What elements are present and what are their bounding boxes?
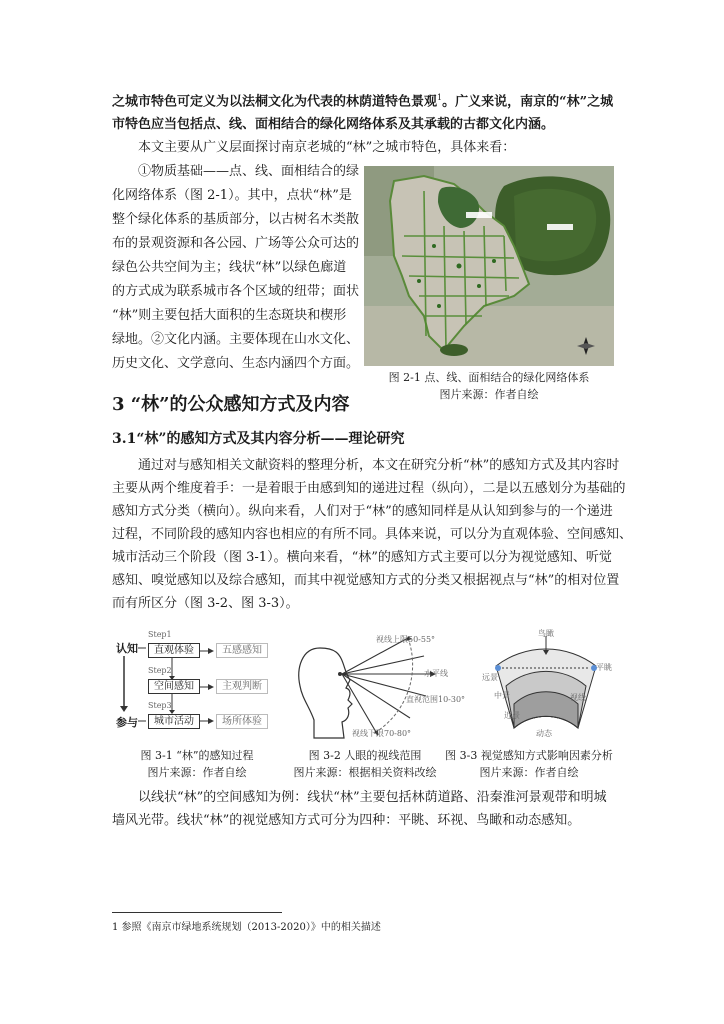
step-2-label: Step2 bbox=[148, 666, 172, 675]
stage-direct-experience: 直观体验 bbox=[148, 643, 200, 658]
para-line: 城市活动三个阶段（图 3-1）。横向来看，“林”的感知方式主要可以分为视觉感知、听觉 bbox=[112, 550, 612, 565]
label-cognition: 认知 bbox=[116, 642, 138, 655]
result-five-senses: 五感感知 bbox=[216, 643, 268, 658]
label-birdseye: 鸟瞰 bbox=[538, 629, 554, 638]
left-col-line: ①物质基础——点、线、面相结合的绿 bbox=[138, 164, 360, 179]
stage-urban-activity: 城市活动 bbox=[148, 714, 200, 729]
para-line: 墙风光带。线状“林”的视觉感知方式可分为四种：平眺、环视、鸟瞰和动态感知。 bbox=[112, 813, 581, 828]
footnote-ref[interactable]: 1 bbox=[437, 93, 443, 102]
footnote: 1 参照《南京市绿地系统规划（2013-2020）》中的相关描述 bbox=[112, 922, 381, 933]
step-3-label: Step3 bbox=[148, 701, 172, 710]
intro-bold-line-2: 市特色应当包括点、线、面相结合的绿化网络体系及其承载的古都文化内涵。 bbox=[112, 117, 555, 133]
left-col-line: 绿地。②文化内涵。主要体现在山水文化、 bbox=[112, 332, 360, 347]
para-line: 通过对与感知相关文献资料的整理分析，本文在研究分析“林”的感知方式及其内容时 bbox=[138, 458, 620, 473]
fig31-source: 图片来源：作者自绘 bbox=[147, 766, 247, 779]
fig33-svg bbox=[478, 628, 614, 740]
left-col-line: 布的景观资源和各公园、广场等公众可达的 bbox=[112, 236, 360, 251]
section-3-1-paragraph bbox=[112, 454, 633, 615]
intro-bold-line-1: 之城市特色可定义为以法桐文化为代表的林荫道特色景观$^1$。广义来说，南京的“林”之城 bbox=[112, 93, 614, 110]
fig32-diagram bbox=[290, 628, 466, 740]
fig33-source: 图片来源：作者自绘 bbox=[479, 766, 579, 779]
para-line: 而有所区分（图 3-2、图 3-3）。 bbox=[112, 596, 299, 611]
para-line: 以线状“林”的空间感知为例：线状“林”主要包括林荫道路、沿秦淮河景观带和明城 bbox=[138, 790, 607, 805]
label-middle: 中景 bbox=[494, 691, 510, 700]
label-participation: 参与 bbox=[116, 716, 138, 729]
para-line: 感知、嗅觉感知以及综合感知，而其中视觉感知方式的分类又根据视点与“林”的相对位置 bbox=[112, 573, 620, 588]
left-col-line: 化网络体系（图 2-1）。其中，点状“林”是 bbox=[112, 188, 352, 203]
fig32-caption: 图 3-2 人眼的视线范围 bbox=[308, 749, 422, 762]
fig33-diagram bbox=[478, 628, 614, 740]
label-level-view: 平眺 bbox=[596, 663, 612, 672]
result-place-experience: 场所体验 bbox=[216, 714, 268, 729]
para-line: 主要从两个维度着手：一是着眼于由感到知的递进过程（纵向），二是以五感划分为基础的 bbox=[112, 481, 626, 496]
fig21-source: 图片来源：作者自绘 bbox=[439, 388, 539, 401]
left-col-line: 整个绿化体系的基质部分，以古树名木类散 bbox=[112, 212, 360, 227]
fig33-caption: 图 3-3 视觉感知方式影响因素分析 bbox=[445, 749, 613, 762]
para-line: 感知方式分类（横向）。纵向来看，人们对于“林”的感知同样是从认知到参与的一个递进 bbox=[112, 504, 613, 519]
label-direct-range: 直视范围10-30° bbox=[406, 695, 466, 704]
intro-bold-paragraph bbox=[112, 86, 614, 136]
intro-paragraph bbox=[112, 136, 614, 159]
fig21-caption: 图 2-1 点、线、面相结合的绿化网络体系 bbox=[388, 371, 590, 384]
label-distant: 远景 bbox=[482, 673, 498, 682]
green-network-map bbox=[364, 166, 614, 366]
last-paragraph bbox=[112, 786, 614, 832]
label-near: 近景 bbox=[504, 711, 520, 720]
fig31-caption: 图 3-1 “林”的感知过程 bbox=[140, 749, 254, 762]
left-col-line: 的方式成为联系城市各个区域的纽带；面状 bbox=[112, 284, 360, 299]
footnote-rule bbox=[112, 912, 282, 913]
left-column-text bbox=[112, 160, 362, 376]
label-horizontal: 水平线 bbox=[424, 669, 448, 678]
result-subjective-judgment: 主观判断 bbox=[216, 679, 268, 694]
intro-line: 本文主要从广义层面探讨南京老城的“林”之城市特色，具体来看： bbox=[138, 140, 516, 155]
step-1-label: Step1 bbox=[148, 630, 172, 639]
map-svg bbox=[364, 166, 614, 366]
label-lower-sight: 视线下限70-80° bbox=[352, 729, 412, 738]
para-line: 过程，不同阶段的感知内容也相应的有所不同。具体来说，可以分为直观体验、空间感知、 bbox=[112, 527, 633, 542]
label-sightline: 视线 bbox=[570, 693, 586, 702]
section-3-1-title: 3.1“林”的感知方式及其内容分析——理论研究 bbox=[112, 431, 405, 447]
stage-spatial-perception: 空间感知 bbox=[148, 679, 200, 694]
fig32-source: 图片来源：根据相关资料改绘 bbox=[293, 766, 437, 779]
left-col-line: 历史文化、文学意向、生态内涵四个方面。 bbox=[112, 356, 360, 371]
label-upper-sight: 视线上限50-55° bbox=[376, 635, 436, 644]
label-dynamic: 动态 bbox=[536, 729, 552, 738]
left-col-line: “林”则主要包括大面积的生态斑块和楔形 bbox=[112, 308, 347, 323]
section-3-title: 3 “林”的公众感知方式及内容 bbox=[112, 394, 350, 415]
fig31-diagram bbox=[112, 628, 282, 740]
left-col-line: 绿色公共空间为主；线状“林”以绿色廊道 bbox=[112, 260, 347, 275]
